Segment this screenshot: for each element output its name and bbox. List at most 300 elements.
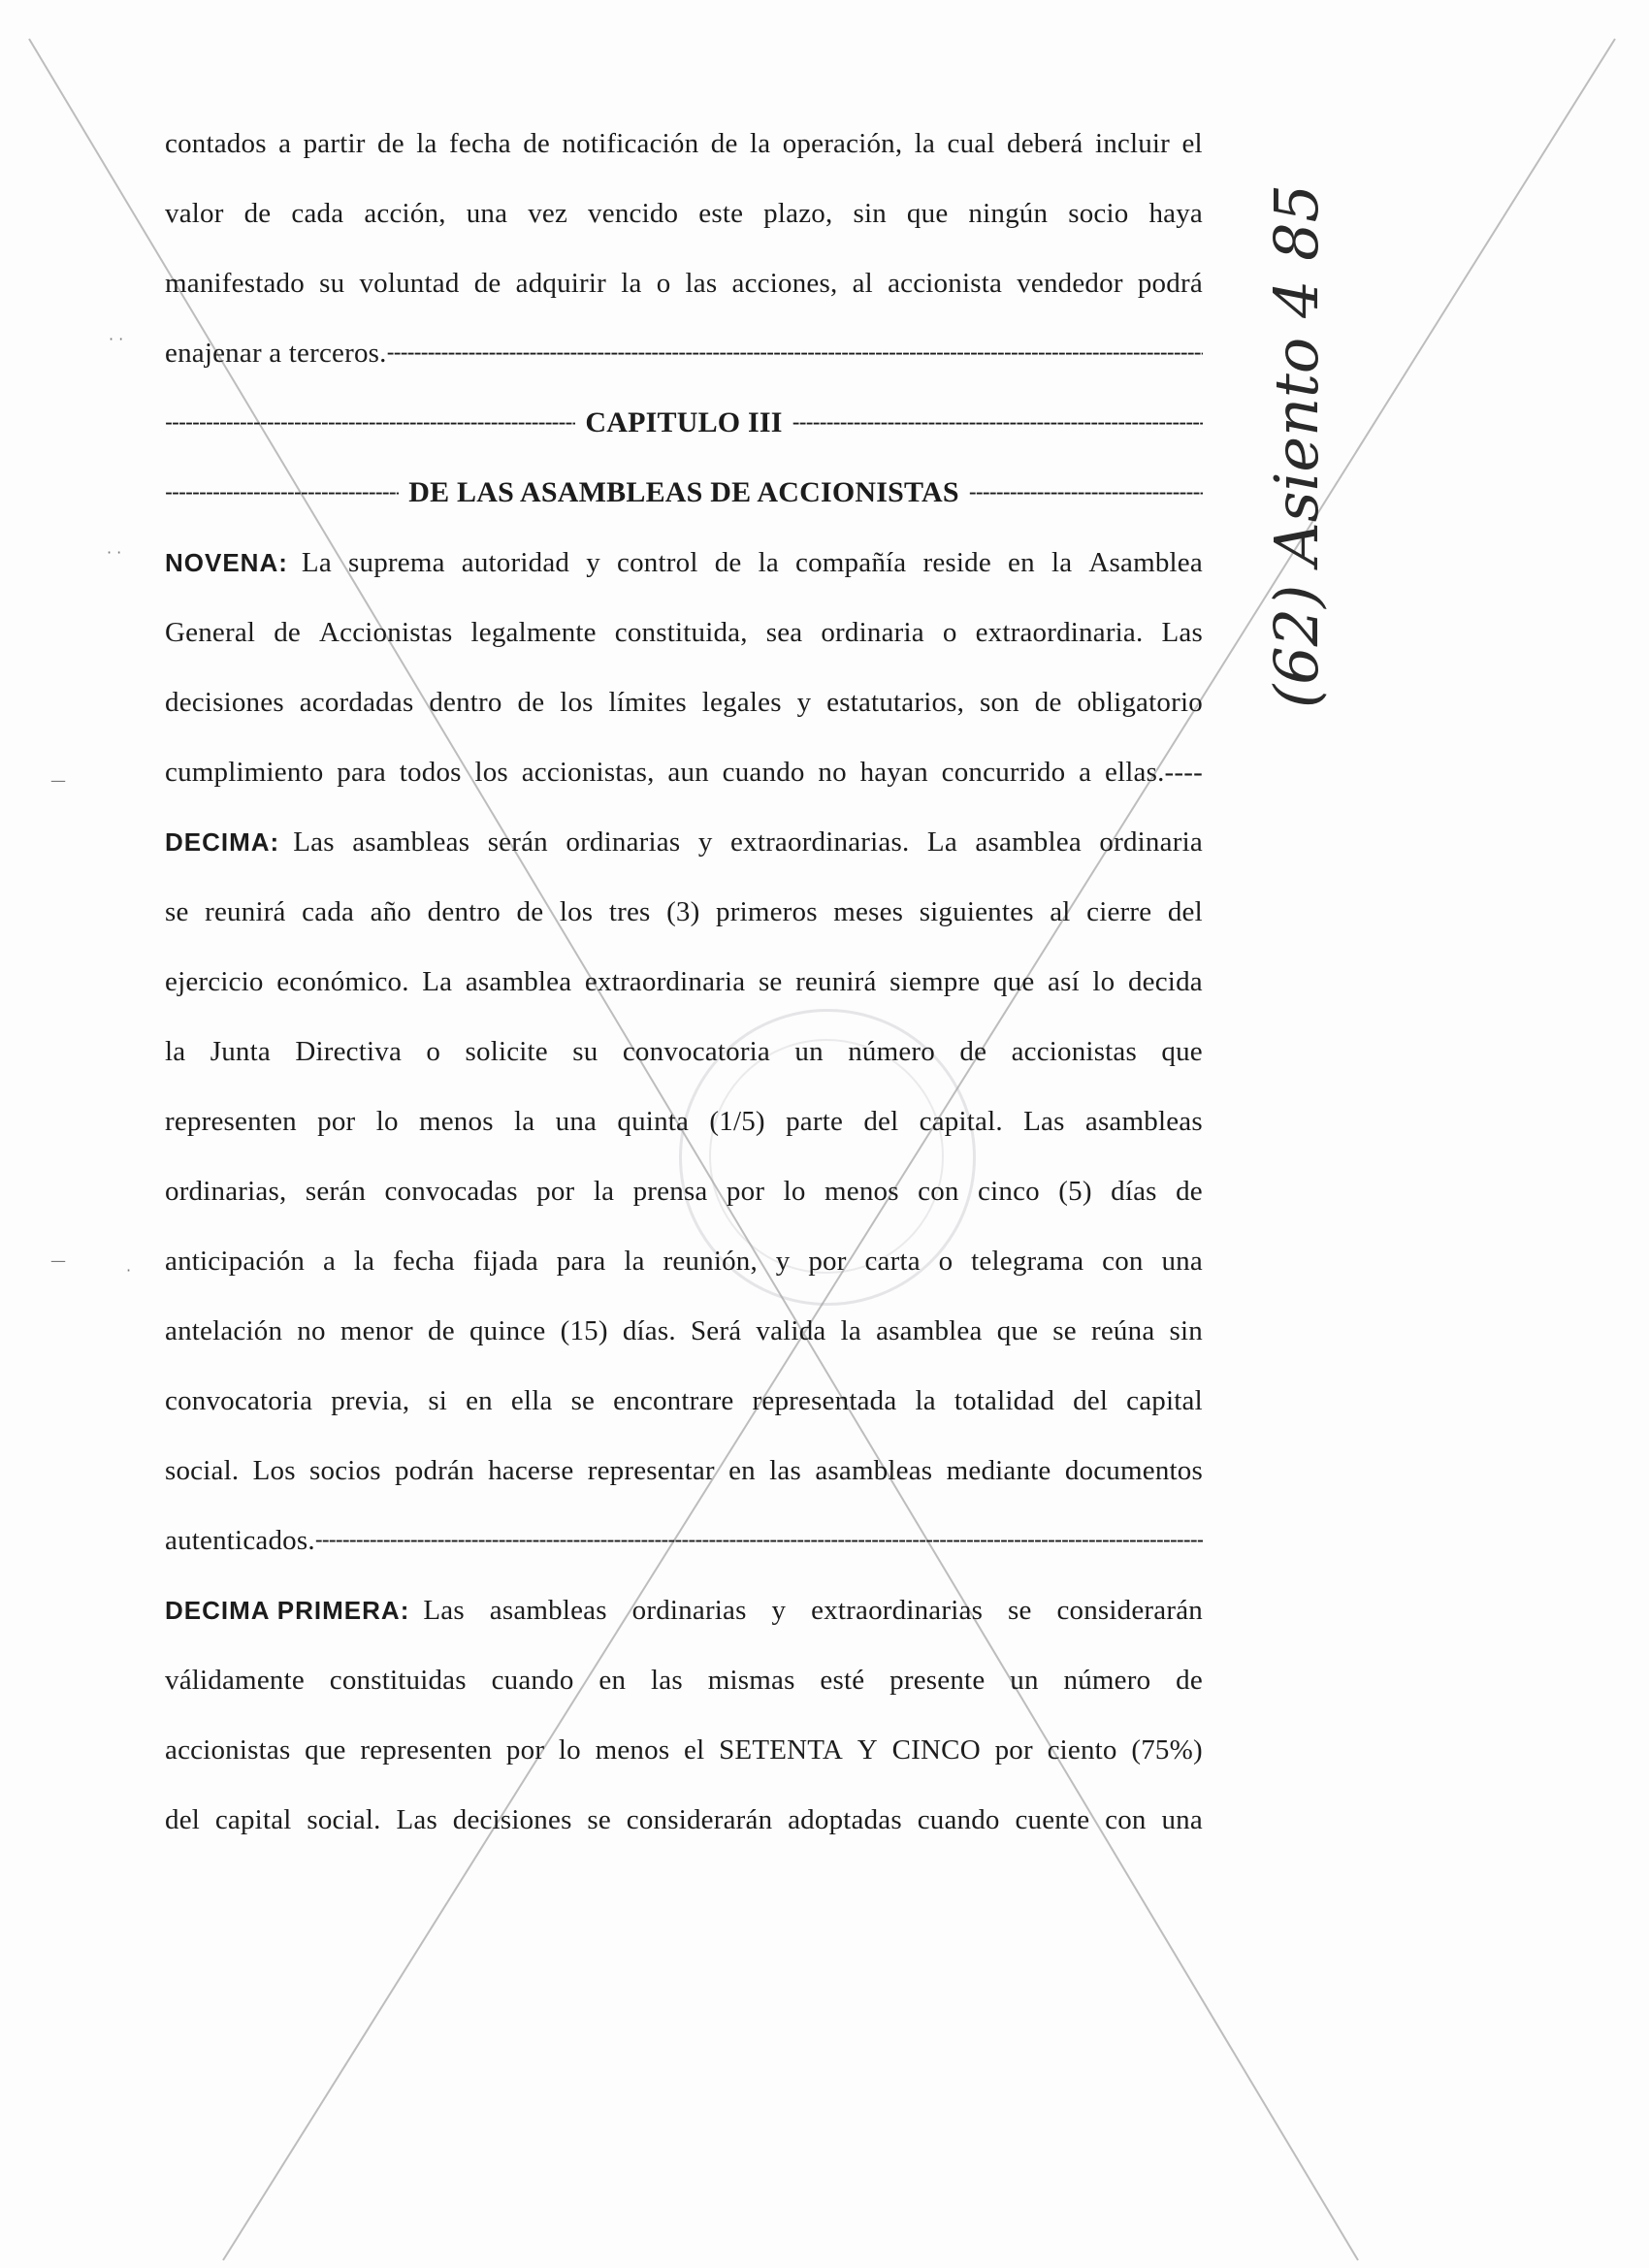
word: considerarán: [626, 1803, 773, 1835]
word: Las: [1161, 616, 1203, 648]
word: solicite: [465, 1035, 548, 1067]
line-words: [165, 1665, 1203, 1697]
margin-smudge: · ·: [107, 543, 122, 562]
word: un: [1010, 1664, 1039, 1696]
word: ella: [510, 1384, 553, 1416]
document-line: [165, 388, 1203, 458]
word: acordadas: [299, 686, 414, 718]
word: de: [1176, 1175, 1203, 1207]
word: la: [840, 1314, 861, 1346]
word: sea: [765, 616, 803, 648]
word: con: [1105, 1803, 1147, 1835]
word: notificación: [562, 127, 699, 159]
word: previa,: [331, 1384, 410, 1416]
word: reunirá: [795, 965, 877, 997]
word: decisiones: [165, 686, 284, 718]
word: de: [714, 546, 742, 578]
word: reúna: [1090, 1314, 1155, 1346]
word: considerarán: [1056, 1594, 1203, 1626]
margin-smudge: ·: [126, 1261, 132, 1280]
word: una: [1161, 1803, 1203, 1835]
word: los: [559, 895, 594, 927]
word: legales: [701, 686, 782, 718]
document-line: [165, 458, 1203, 528]
word: al: [1050, 895, 1071, 927]
word: a: [278, 127, 292, 159]
word: o: [426, 1035, 441, 1067]
word: hayan: [859, 756, 928, 788]
word: La: [926, 826, 957, 858]
word: hacerse: [488, 1454, 574, 1486]
document-line: [165, 1785, 1203, 1855]
word: acción,: [364, 197, 446, 229]
word: se: [1052, 1314, 1077, 1346]
word: fijada: [472, 1245, 538, 1277]
word: o: [656, 267, 671, 299]
word: se: [1007, 1594, 1032, 1626]
word: quinta: [617, 1105, 690, 1137]
handwritten-margin-note: (62) Asiento 4 85: [1261, 183, 1332, 708]
word: encontrare: [613, 1384, 734, 1416]
word: ningún: [968, 197, 1049, 229]
word: tres: [608, 895, 651, 927]
document-line: [165, 1715, 1203, 1785]
word: que: [906, 197, 949, 229]
word: Los: [252, 1454, 296, 1486]
word: Las: [293, 826, 335, 858]
word: carta: [864, 1245, 921, 1277]
dash-leader: [315, 1527, 1203, 1554]
word: capital: [1126, 1384, 1203, 1416]
word: valor: [165, 197, 224, 229]
word: Directiva: [295, 1035, 403, 1067]
section-heading: DE LAS ASAMBLEAS DE ACCIONISTAS: [408, 476, 959, 508]
line-words: [165, 1385, 1203, 1417]
word: concurrido: [941, 756, 1066, 788]
word: ellas.----: [1104, 756, 1203, 788]
clause-label: DECIMA:: [165, 826, 280, 857]
word: se: [165, 895, 189, 927]
line-text: autenticados.: [165, 1524, 315, 1556]
line-words: [165, 1315, 1203, 1347]
word: siguientes: [919, 895, 1034, 927]
word: días.: [622, 1314, 676, 1346]
word: representar: [587, 1454, 715, 1486]
word: cinco: [978, 1175, 1040, 1207]
word: por: [994, 1733, 1033, 1766]
line-words: [165, 896, 1203, 928]
line-words: [165, 1106, 1203, 1138]
word: La: [301, 546, 332, 578]
line-words: [165, 1176, 1203, 1208]
word: asambleas: [815, 1454, 933, 1486]
word: para: [556, 1245, 606, 1277]
document-line: [165, 947, 1203, 1017]
word: de: [959, 1035, 987, 1067]
word: del: [1073, 1384, 1109, 1416]
word: asambleas: [489, 1594, 607, 1626]
dash-leader: [792, 409, 1203, 437]
word: en: [466, 1384, 493, 1416]
document-line: [165, 178, 1203, 248]
word: representen: [165, 1105, 297, 1137]
word: ordinaria: [821, 616, 924, 648]
word: cumplimiento: [165, 756, 324, 788]
word: que: [996, 1314, 1039, 1346]
dash-leader: [165, 479, 399, 506]
word: (15): [560, 1314, 608, 1346]
document-line: [165, 318, 1203, 388]
word: que: [305, 1733, 346, 1766]
word: la: [593, 1175, 615, 1207]
word: antelación: [165, 1314, 283, 1346]
word: decisiones: [452, 1803, 572, 1835]
word: o: [938, 1245, 954, 1277]
word: asamblea: [975, 826, 1082, 858]
dash-leader: [165, 409, 575, 437]
word: Asamblea: [1088, 546, 1203, 578]
word: la: [165, 1035, 186, 1067]
word: menos: [824, 1175, 899, 1207]
word: cada: [302, 895, 355, 927]
word: su: [319, 267, 345, 299]
word: menos: [418, 1105, 494, 1137]
word: cierre: [1086, 895, 1152, 927]
word: se: [570, 1384, 596, 1416]
word: (1/5): [709, 1105, 765, 1137]
document-line: [165, 528, 1203, 598]
word: así: [1048, 965, 1080, 997]
word: La: [422, 965, 453, 997]
word: con: [1102, 1245, 1144, 1277]
word: de: [274, 616, 301, 648]
word: representada: [752, 1384, 897, 1416]
word: reunirá: [205, 895, 286, 927]
word: Será: [690, 1314, 742, 1346]
word: número: [1063, 1664, 1151, 1696]
margin-tick: —: [50, 771, 66, 790]
word: dentro: [427, 895, 501, 927]
word: plazo,: [763, 197, 833, 229]
word: que: [1161, 1035, 1203, 1067]
word: a: [1079, 756, 1092, 788]
word: la: [624, 1245, 645, 1277]
word: ordinarias: [631, 1594, 747, 1626]
word: una: [466, 197, 508, 229]
word: deberá: [1007, 127, 1083, 159]
word: cuando: [917, 1803, 1000, 1835]
word: asamblea: [876, 1314, 983, 1346]
line-words: [293, 826, 1203, 859]
word: la: [914, 127, 936, 159]
word: cuente: [1015, 1803, 1090, 1835]
word: accionistas: [1011, 1035, 1137, 1067]
word: obligatorio: [1077, 686, 1203, 718]
word: de: [710, 127, 738, 159]
word: de: [517, 686, 545, 718]
word: control: [617, 546, 698, 578]
word: y: [586, 546, 600, 578]
document-line: [165, 1017, 1203, 1086]
word: son: [979, 686, 1019, 718]
word: Y: [857, 1733, 878, 1766]
word: se: [758, 965, 783, 997]
word: social.: [165, 1454, 240, 1486]
margin-smudge: · ·: [109, 330, 124, 348]
word: General: [165, 616, 256, 648]
word: lo: [783, 1175, 806, 1207]
word: su: [572, 1035, 598, 1067]
word: convocadas: [384, 1175, 518, 1207]
word: del: [1167, 895, 1203, 927]
word: (5): [1058, 1175, 1092, 1207]
word: la: [915, 1384, 936, 1416]
word: operación,: [782, 127, 903, 159]
word: accionistas: [165, 1733, 291, 1766]
word: por: [317, 1105, 356, 1137]
word: en: [728, 1454, 756, 1486]
word: todos: [399, 756, 462, 788]
line-words: [165, 268, 1203, 300]
line-words: [165, 617, 1203, 649]
dash-leader: [387, 340, 1203, 367]
word: Accionistas: [319, 616, 453, 648]
document-line: [165, 1506, 1203, 1575]
word: económico.: [276, 965, 409, 997]
line-words: [165, 687, 1203, 719]
word: extraordinarias.: [730, 826, 910, 858]
word: por: [726, 1175, 765, 1207]
word: que: [992, 965, 1035, 997]
word: convocatoria: [622, 1035, 771, 1067]
word: límites: [608, 686, 687, 718]
word: adquirir: [515, 267, 607, 299]
word: ordinarias,: [165, 1175, 287, 1207]
word: autoridad: [461, 546, 570, 578]
word: (3): [666, 895, 700, 927]
word: partir: [303, 127, 366, 159]
word: primeros: [716, 895, 818, 927]
line-text: enajenar a terceros.: [165, 337, 387, 369]
line-words: [165, 757, 1203, 789]
word: esté: [820, 1664, 865, 1696]
word: reunión,: [663, 1245, 758, 1277]
line-words: [165, 966, 1203, 998]
word: manifestado: [165, 267, 305, 299]
word: extraordinaria.: [975, 616, 1144, 648]
word: año: [370, 895, 412, 927]
word: la: [1051, 546, 1073, 578]
word: con: [918, 1175, 959, 1207]
word: ciento: [1047, 1733, 1117, 1766]
word: valida: [756, 1314, 826, 1346]
word: de: [523, 127, 550, 159]
document-line: [165, 1156, 1203, 1226]
word: o: [942, 616, 957, 648]
word: de: [516, 895, 544, 927]
word: documentos: [1064, 1454, 1203, 1486]
document-line: [165, 877, 1203, 947]
line-words: [165, 128, 1203, 160]
document-line: [165, 248, 1203, 318]
word: vencido: [588, 197, 679, 229]
word: este: [698, 197, 744, 229]
word: SETENTA: [719, 1733, 844, 1766]
word: cuando: [491, 1664, 574, 1696]
word: quince: [469, 1314, 546, 1346]
word: totalidad: [954, 1384, 1055, 1416]
word: parte: [786, 1105, 844, 1137]
word: mediante: [946, 1454, 1051, 1486]
word: extraordinarias: [811, 1594, 984, 1626]
document-line: [165, 1645, 1203, 1715]
word: y: [775, 1245, 791, 1277]
word: válidamente: [165, 1664, 305, 1696]
word: las: [685, 267, 718, 299]
clause-label: DECIMA PRIMERA:: [165, 1595, 410, 1625]
word: y: [771, 1594, 787, 1626]
word: a: [322, 1245, 337, 1277]
word: ordinaria: [1099, 826, 1203, 858]
line-words: [165, 198, 1203, 230]
word: del: [165, 1803, 201, 1835]
word: lo: [558, 1733, 581, 1766]
line-words: [423, 1595, 1203, 1627]
word: serán: [305, 1175, 367, 1207]
word: días: [1111, 1175, 1157, 1207]
word: asambleas: [1084, 1105, 1203, 1137]
word: lo: [1092, 965, 1116, 997]
word: de: [1176, 1664, 1203, 1696]
word: las: [769, 1454, 801, 1486]
word: cuando: [722, 756, 805, 788]
document-line: [165, 1366, 1203, 1436]
document-body: [165, 109, 1203, 1855]
line-words: [165, 1036, 1203, 1068]
document-line: [165, 1226, 1203, 1296]
document-line: [165, 1086, 1203, 1156]
word: ejercicio: [165, 965, 264, 997]
line-words: [165, 1246, 1203, 1278]
word: no: [818, 756, 847, 788]
word: ordinarias: [566, 826, 681, 858]
dash-leader: [969, 479, 1203, 506]
word: (75%): [1131, 1733, 1203, 1766]
word: y: [796, 686, 812, 718]
word: adoptadas: [788, 1803, 902, 1835]
word: por: [536, 1175, 575, 1207]
word: socio: [1068, 197, 1129, 229]
word: decida: [1127, 965, 1203, 997]
word: menor: [340, 1314, 413, 1346]
word: extraordinaria: [584, 965, 746, 997]
word: si: [428, 1384, 448, 1416]
word: una: [555, 1105, 598, 1137]
word: fecha: [393, 1245, 455, 1277]
word: de: [243, 197, 272, 229]
word: lo: [375, 1105, 399, 1137]
word: para: [337, 756, 386, 788]
document-line: [165, 667, 1203, 737]
word: prensa: [632, 1175, 708, 1207]
word: incluir: [1094, 127, 1171, 159]
word: social.: [307, 1803, 381, 1835]
clause-label: NOVENA:: [165, 547, 288, 577]
word: un: [794, 1035, 824, 1067]
word: en: [1008, 546, 1035, 578]
word: de: [428, 1314, 455, 1346]
document-line: [165, 109, 1203, 178]
word: asamblea: [465, 965, 572, 997]
word: Las: [396, 1803, 437, 1835]
word: y: [697, 826, 713, 858]
word: accionistas,: [521, 756, 655, 788]
word: contados: [165, 127, 267, 159]
word: accionista: [888, 267, 1003, 299]
document-line: [165, 1296, 1203, 1366]
word: el: [1181, 127, 1203, 159]
word: al: [852, 267, 873, 299]
word: por: [808, 1245, 847, 1277]
word: la: [749, 127, 771, 159]
word: convocatoria: [165, 1384, 313, 1416]
line-words: [165, 1734, 1203, 1766]
document-line: [165, 1436, 1203, 1506]
word: número: [848, 1035, 935, 1067]
word: capital.: [919, 1105, 1003, 1137]
document-line: [165, 1575, 1203, 1645]
word: el: [684, 1733, 705, 1766]
word: capital: [214, 1803, 292, 1835]
word: siempre: [889, 965, 981, 997]
word: la: [621, 267, 642, 299]
word: en: [598, 1664, 627, 1696]
word: estatutarios,: [826, 686, 965, 718]
word: cual: [947, 127, 995, 159]
document-line: [165, 737, 1203, 807]
word: serán: [487, 826, 548, 858]
word: de: [473, 267, 501, 299]
document-line: [165, 807, 1203, 877]
margin-tick: —: [50, 1251, 66, 1270]
word: constituida,: [614, 616, 748, 648]
word: del: [863, 1105, 899, 1137]
word: la: [353, 1245, 375, 1277]
word: una: [1161, 1245, 1203, 1277]
word: suprema: [348, 546, 445, 578]
word: podrá: [1137, 267, 1203, 299]
word: de: [377, 127, 404, 159]
word: de: [1034, 686, 1062, 718]
word: representen: [360, 1733, 493, 1766]
line-words: [165, 1455, 1203, 1487]
word: asambleas: [352, 826, 470, 858]
word: constituidas: [329, 1664, 467, 1696]
word: se: [587, 1803, 611, 1835]
word: voluntad: [359, 267, 460, 299]
word: cada: [291, 197, 344, 229]
word: sin: [1169, 1314, 1203, 1346]
word: compañía: [795, 546, 907, 578]
word: reside: [922, 546, 991, 578]
document-line: [165, 598, 1203, 667]
word: legalmente: [470, 616, 597, 648]
word: podrán: [395, 1454, 474, 1486]
section-heading: CAPITULO III: [585, 406, 783, 438]
word: sin: [853, 197, 887, 229]
word: los: [474, 756, 508, 788]
word: vez: [528, 197, 568, 229]
